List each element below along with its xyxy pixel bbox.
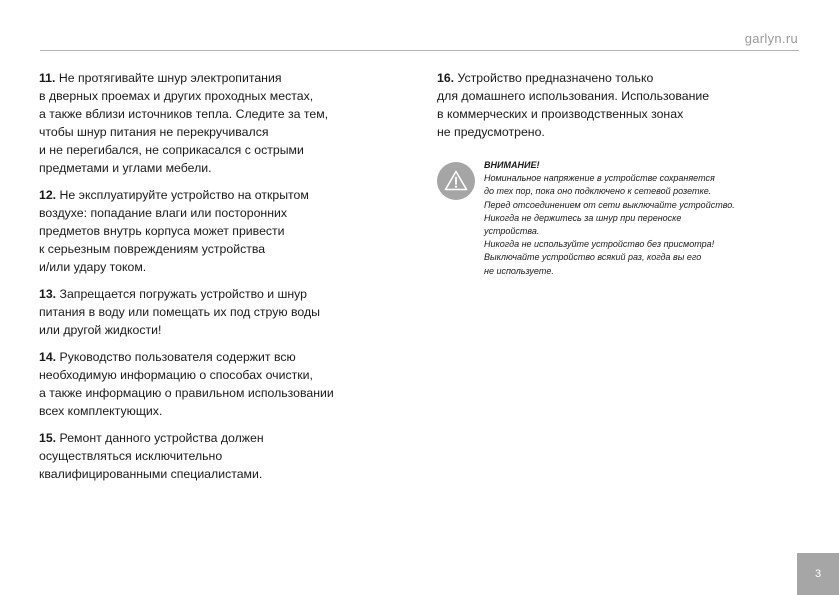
item-line: Ремонт данного устройства должен (59, 431, 264, 445)
item-line: предметов внутрь корпуса может привести (39, 224, 285, 238)
item-line: предметами и углами мебели. (39, 161, 212, 175)
item-line: Устройство предназначено только (457, 71, 654, 85)
list-item (437, 69, 797, 141)
item-line: необходимую информацию о способах очистки, (39, 368, 313, 382)
warning-line: до тех пор, пока оно подключено к сетевой розетке. (484, 186, 712, 197)
list-item (39, 69, 414, 177)
item-line: Руководство пользователя содержит всю (59, 350, 296, 364)
item-line: для домашнего использования. Использование (437, 89, 710, 103)
warning-line: Выключайте устройство всякий раз, когда вы его (484, 252, 702, 263)
item-line: осуществляться исключительно (39, 449, 223, 463)
item-number: 11. (39, 71, 56, 85)
site-url: garlyn.ru (744, 31, 798, 46)
item-line: и не перегибался, не соприкасался с острыми (39, 143, 304, 157)
list-item (39, 348, 414, 420)
item-line: Не эксплуатируйте устройство на открытом (59, 188, 309, 202)
warning-line: Перед отсоединением от сети выключайте устройство. (484, 199, 735, 210)
warning-text (484, 159, 804, 278)
item-line: или другой жидкости! (39, 323, 162, 337)
item-number: 13. (39, 287, 57, 301)
page-number: 3 (797, 553, 839, 595)
item-number: 12. (39, 188, 57, 202)
item-number: 14. (39, 350, 57, 364)
item-line: Запрещается погружать устройство и шнур (59, 287, 308, 301)
left-column (39, 69, 414, 492)
warning-line: устройства. (484, 226, 540, 237)
header-divider (40, 50, 799, 51)
warning-line: Номинальное напряжение в устройстве сохраняется (484, 173, 715, 184)
list-item (39, 285, 414, 339)
item-number: 15. (39, 431, 57, 445)
list-item (39, 429, 414, 483)
item-line: всех комплектующих. (39, 404, 163, 418)
warning-line: Никогда не держитесь за шнур при переноске (484, 212, 682, 223)
list-item (39, 186, 414, 276)
item-line: а также информацию о правильном использовании (39, 386, 334, 400)
item-line: к серьезным повреждениям устройства (39, 242, 266, 256)
warning-title: ВНИМАНИЕ! (484, 160, 540, 170)
warning-line: не используете. (484, 265, 554, 276)
item-line: и/или удару током. (39, 260, 147, 274)
item-line: в дверных проемах и других проходных местах, (39, 89, 314, 103)
warning-line: Никогда не используйте устройство без присмотра! (484, 239, 715, 250)
item-line: воздухе: попадание влаги или посторонних (39, 206, 288, 220)
item-line: чтобы шнур питания не перекручивался (39, 125, 269, 139)
item-line: не предусмотрено. (437, 125, 545, 139)
item-line: в коммерческих и производственных зонах (437, 107, 684, 121)
warning-triangle-icon (437, 162, 475, 200)
item-number: 16. (437, 71, 455, 85)
right-column (437, 69, 797, 150)
item-line: квалифицированными специалистами. (39, 467, 263, 481)
item-line: а также вблизи источников тепла. Следите за тем, (39, 107, 329, 121)
item-line: Не протягивайте шнур электропитания (58, 71, 282, 85)
item-line: питания в воду или помещать их под струю воды (39, 305, 321, 319)
